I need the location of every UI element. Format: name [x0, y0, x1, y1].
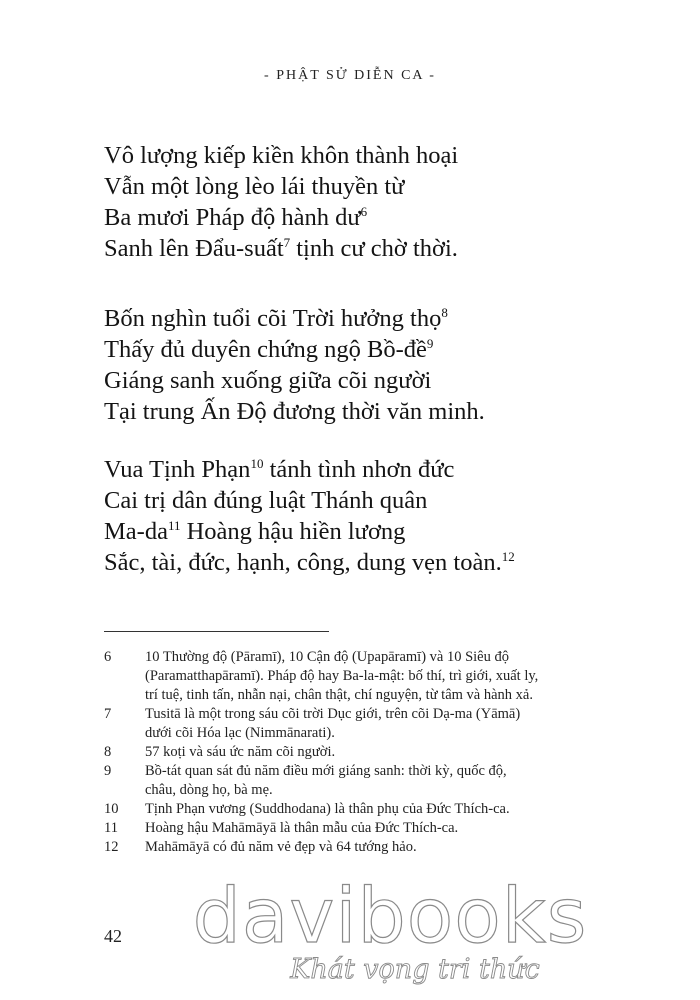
footnote-line: dưới cõi Hóa lạc (Nimmānarati). [145, 725, 335, 741]
footnote-line: (Paramatthapāramī). Pháp độ hay Ba-la-mật: bố thí, trì giới, xuất ly, [145, 668, 539, 684]
stanza-3 [104, 454, 624, 578]
footnote-number: 10 [104, 801, 119, 817]
verse-line: Tại trung Ấn Độ đương thời văn minh. [104, 398, 485, 425]
verse-line: Vua Tịnh Phạn$^{10}$ tánh tình nhơn đức [104, 455, 455, 483]
footnote [104, 819, 614, 838]
footnote-ref[interactable]: 11 [167, 517, 181, 533]
footnote [104, 705, 614, 743]
footnote [104, 838, 614, 857]
verse-line: Vô lượng kiếp kiền khôn thành hoại [104, 142, 459, 169]
footnote-line: Tusitā là một trong sáu cõi trời Dục giới, trên cõi Dạ-ma (Yāmā) [145, 706, 521, 722]
footnote-ref[interactable]: 12 [501, 548, 515, 564]
footnote [104, 743, 614, 762]
footnote-number: 8 [104, 744, 112, 760]
footnote-number: 12 [104, 839, 119, 855]
footnote-number: 6 [104, 649, 112, 665]
footnote-line: Bồ-tát quan sát đủ năm điều mới giáng sanh: thời kỳ, quốc độ, [145, 763, 507, 779]
watermark-tagline: Khát vọng tri thức [290, 954, 540, 985]
footnote-line: trí tuệ, tinh tấn, nhẫn nại, chân thật, chí nguyện, từ tâm và hành xả. [145, 687, 533, 703]
stanza-1 [104, 140, 624, 264]
verse-line: Ba mươi Pháp độ hành $dư^6$ [104, 203, 368, 231]
footnote-ref[interactable]: 8 [441, 304, 448, 320]
footnotes [104, 648, 614, 857]
footnote-ref[interactable]: 10 [250, 455, 264, 471]
footnote-line: Mahāmāyā có đủ năm vẻ đẹp và 64 tướng hảo. [145, 839, 417, 855]
verse-line: Sắc, tài, đức, hạnh, công, dung vẹn toàn.$^{12}$ [104, 548, 515, 576]
footnote-line: Tịnh Phạn vương (Suddhodana) là thân phụ của Đức Thích-ca. [145, 801, 510, 817]
footnote-number: 11 [104, 820, 118, 836]
footnote-number: 9 [104, 763, 112, 779]
page-number: 42 [104, 926, 122, 946]
footnote-ref[interactable]: 7 [283, 234, 291, 250]
footnote-line: 57 koṭi và sáu ức năm cõi người. [145, 744, 336, 760]
verse-line: Vẫn một lòng lèo lái thuyền từ [104, 173, 405, 200]
verse-line: Giáng sanh xuống giữa cõi người [104, 367, 432, 394]
verse-line: Cai trị dân đúng luật Thánh quân [104, 487, 428, 514]
footnote-line: Hoàng hậu Mahāmāyā là thân mẫu của Đức Thích-ca. [145, 820, 459, 836]
verse-line: Sanh lên Đẩu-suất$^7$ tịnh cư chờ thời. [104, 234, 458, 262]
running-head: - PHẬT SỬ DIỄN CA - [264, 68, 436, 83]
footnote-number: 7 [104, 706, 112, 722]
footnote-divider [104, 631, 329, 632]
footnote [104, 762, 614, 800]
footnote [104, 648, 614, 705]
footnote [104, 800, 614, 819]
stanza-2 [104, 303, 624, 427]
footnote-ref[interactable]: 6 [360, 203, 368, 219]
footnote-line: châu, dòng họ, bà mẹ. [145, 782, 273, 798]
verse-line: Bốn nghìn tuổi cõi Trời hưởng thọ$^8$ [104, 304, 448, 332]
watermark-logo: davibooks [192, 871, 588, 960]
verse-line: Thấy đủ duyên chứng ngộ Bồ-đề$^9$ [104, 335, 434, 363]
footnote-ref[interactable]: 9 [426, 335, 434, 351]
verse-line: $Ma-da^{11}$ Hoàng hậu hiền lương [104, 517, 406, 545]
footnote-line: 10 Thường độ (Pāramī), 10 Cận độ (Upapāramī) và 10 Siêu độ [145, 649, 509, 665]
